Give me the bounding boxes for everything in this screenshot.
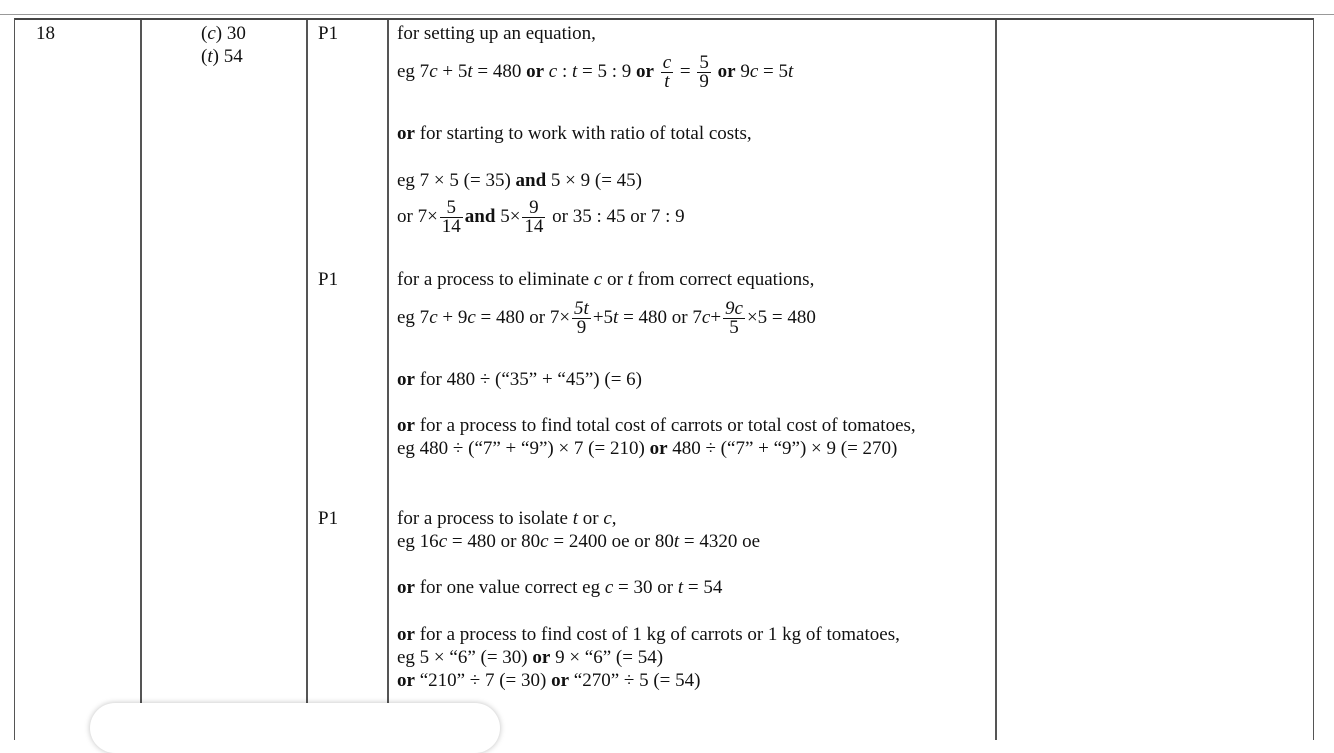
column-divider-2 xyxy=(306,20,308,740)
fraction-c-over-t: $\frac{c}{t}$ xyxy=(662,52,672,93)
column-divider-3 xyxy=(387,20,389,740)
fraction-5t-over-9: $\frac{5t}{9}$ xyxy=(574,298,589,339)
answer-t: (t) 54 xyxy=(201,46,243,67)
b3-line-unit-cost-eg2: or “210” ÷ 7 (= 30) or “270” ÷ 5 (= 54) xyxy=(397,670,701,691)
mark-p1-second: P1 xyxy=(318,269,339,290)
b1-line-ratio: or for starting to work with ratio of total costs, xyxy=(397,123,752,144)
fraction-9c-over-5: $\frac{9c}{5}$ xyxy=(725,298,743,339)
b3-line-one-value: or for one value correct eg c = 30 or t = 54 xyxy=(397,577,723,598)
fraction-5-over-14: $\frac{5}{14}$ xyxy=(441,197,461,238)
b1-line-equation: eg 7c + 5t = 480 or c : t = 5 : 9 or $\frac{c}{t}$ = $\frac{5}{9}$ or 9c = 5t xyxy=(397,52,794,93)
viewer-toolbar-overlay[interactable] xyxy=(90,703,500,753)
b2-line-divide: or for 480 ÷ (“35” + “45”) (= 6) xyxy=(397,369,642,390)
b2-line-total-cost-eg: eg 480 ÷ (“7” + “9”) × 7 (= 210) or 480 ÷ (“7” + “9”) × 9 (= 270) xyxy=(397,438,898,459)
column-divider-4 xyxy=(995,20,997,740)
b2-line-total-cost: or for a process to find total cost of carrots or total cost of tomatoes, xyxy=(397,415,916,436)
b2-line-eliminate: for a process to eliminate c or t from correct equations, xyxy=(397,269,815,290)
b3-line-unit-cost-eg: eg 5 × “6” (= 30) or 9 × “6” (= 54) xyxy=(397,647,664,668)
b1-line-products: eg 7 × 5 (= 35) and 5 × 9 (= 45) xyxy=(397,170,643,191)
page-top-rule xyxy=(0,14,1334,15)
b3-line-unit-cost: or for a process to find cost of 1 kg of carrots or 1 kg of tomatoes, xyxy=(397,624,900,645)
question-number: 18 xyxy=(36,23,55,44)
b1-line-fractions: or 7× $\frac{5}{14}$ and 5× $\frac{9}{14}$ or 35 : 45 or 7 : 9 xyxy=(397,197,685,238)
mark-p1-third: P1 xyxy=(318,508,339,529)
b1-line-setup: for setting up an equation, xyxy=(397,23,596,44)
b3-line-isolate-eg: eg 16c = 480 or 80c = 2400 oe or 80t = 4320 oe xyxy=(397,531,761,552)
mark-p1-first: P1 xyxy=(318,23,339,44)
fraction-9-over-14: $\frac{9}{14}$ xyxy=(524,197,544,238)
fraction-5-over-9: $\frac{5}{9}$ xyxy=(699,52,709,93)
b2-line-equations: eg 7c + 9c = 480 or 7× $\frac{5t}{9}$ +5t = 480 or 7c+ $\frac{9c}{5}$ ×5 = 480 xyxy=(397,298,816,339)
b3-line-isolate: for a process to isolate t or c, xyxy=(397,508,617,529)
answer-c: (c) 30 xyxy=(201,23,246,44)
column-divider-1 xyxy=(140,20,142,740)
